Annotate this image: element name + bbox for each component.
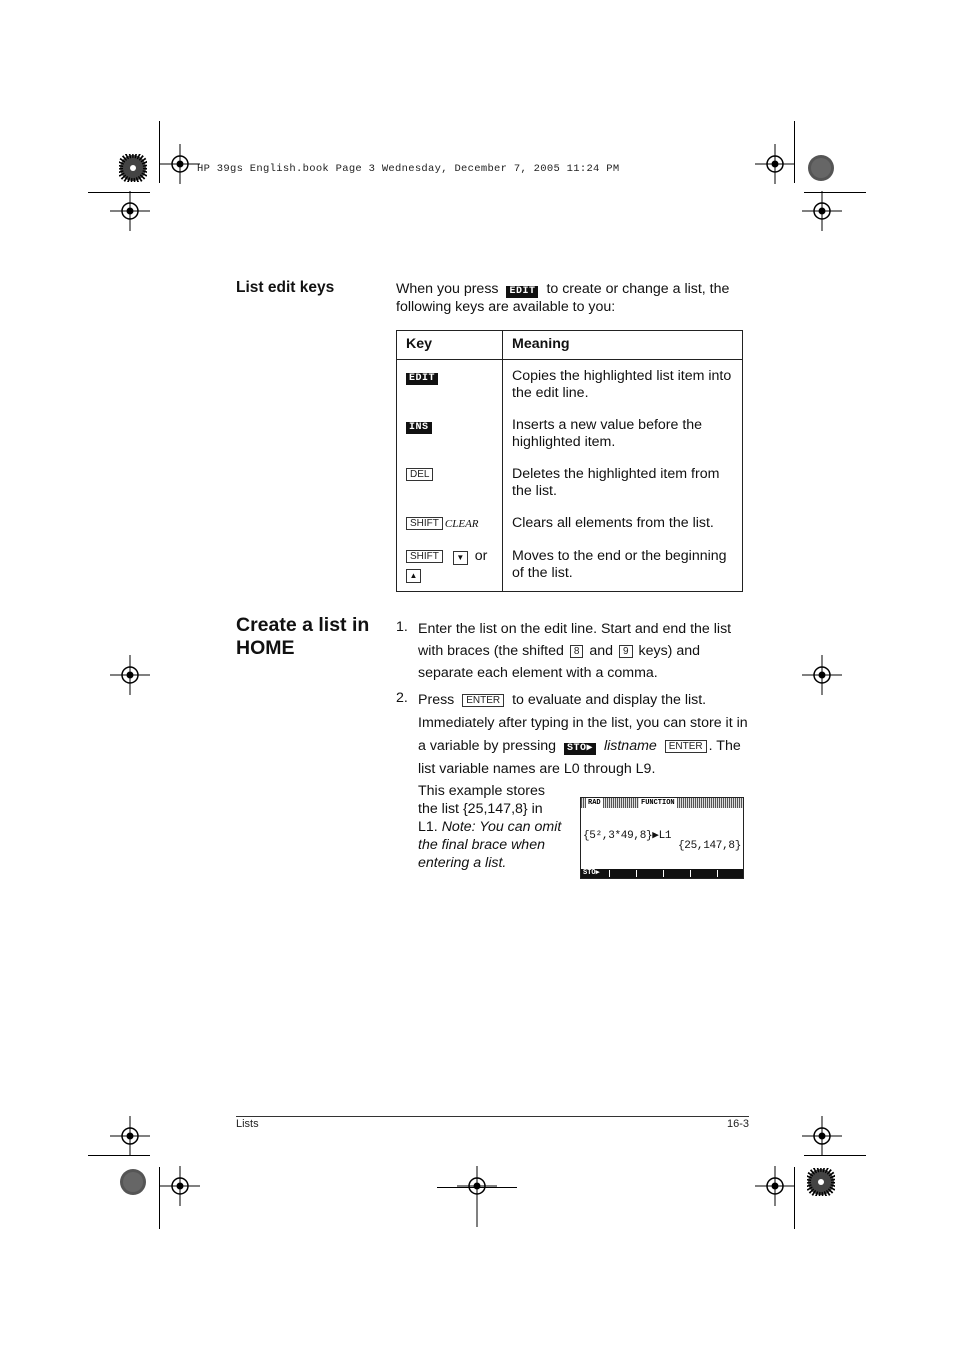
edit-softkey-icon: EDIT [406, 373, 438, 385]
del-key-icon: DEL [406, 468, 433, 481]
menu-divider [663, 870, 664, 877]
step-text: Immediately after typing in the list, you can store it in a variable by pressing [418, 715, 748, 754]
page-number: 16-3 [726, 1118, 749, 1130]
table-row [397, 545, 743, 592]
table-row [397, 512, 743, 545]
step-text: keys) and separate each element with a comma. [418, 643, 701, 681]
registration-mark-icon [160, 144, 200, 184]
step-number: 1. [396, 619, 408, 635]
step-text: Press [418, 692, 455, 708]
screen-menu-bar [581, 869, 743, 878]
example-note: Note: You can omit the final brace when entering a list. [418, 819, 562, 871]
print-header: HP 39gs English.book Page 3 Wednesday, December 7, 2005 11:24 PM [197, 163, 620, 175]
sto-softkey-icon: STO▶ [564, 743, 596, 755]
step-text: and [589, 643, 614, 659]
ins-softkey-icon: INS [406, 422, 432, 434]
table-cell-meaning: Copies the highlighted list item into the edit line. [512, 368, 732, 401]
registration-mark-icon [755, 144, 795, 184]
calculator-screen [580, 797, 744, 879]
registration-mark-icon [802, 191, 842, 231]
step-text: . The list variable names are L0 through L9. [418, 738, 741, 777]
key-9-icon: 9 [619, 645, 633, 658]
mode-indicator: RAD [588, 799, 601, 807]
section-heading: List edit keys [236, 279, 335, 296]
shift-key-icon: SHIFT [406, 550, 443, 563]
section-heading: Create a list in HOME [236, 614, 370, 659]
enter-key-icon: ENTER [665, 740, 707, 753]
enter-key-icon: ENTER [462, 694, 504, 707]
step-1-text [418, 618, 748, 684]
edit-softkey-icon: EDIT [506, 286, 538, 298]
sto-menu-key: STO▶ [583, 869, 600, 877]
registration-mark-icon [110, 1116, 150, 1156]
registration-mark-icon [437, 1187, 517, 1227]
registration-mark-icon [802, 1116, 842, 1156]
registration-mark-icon [802, 655, 842, 695]
intro-text: When you press [396, 281, 499, 297]
column-header-key: Key [397, 331, 503, 360]
table-cell-meaning: Inserts a new value before the highlighted item. [512, 417, 703, 450]
column-header-meaning: Meaning [503, 331, 743, 360]
menu-divider [636, 870, 637, 877]
intro-text: to create or change a list, the following keys are available to you: [396, 281, 730, 315]
clear-label: CLEAR [444, 518, 479, 530]
color-wheel-icon [119, 154, 147, 182]
step-text: to evaluate and display the list. [512, 692, 707, 708]
shift-key-icon: SHIFT [406, 517, 443, 530]
color-wheel-icon [807, 1168, 835, 1196]
step-number: 2. [396, 690, 408, 706]
example-sentence: This example stores the list {25,147,8} in L1. [418, 783, 545, 835]
table-row [397, 463, 743, 512]
table-cell-meaning: Clears all elements from the list. [512, 515, 714, 531]
screen-result-line: {25,147,8} [677, 840, 741, 852]
registration-mark-icon [110, 655, 150, 695]
screen-status-bar [581, 798, 743, 808]
intro-paragraph [396, 280, 746, 316]
menu-divider [690, 870, 691, 877]
or-text: or [474, 548, 488, 564]
step-2-text [418, 689, 750, 781]
table-row [397, 360, 743, 415]
step-text: Enter the list on the edit line. Start and end the list with braces (the shifted [418, 621, 732, 659]
menu-divider [717, 870, 718, 877]
menu-divider [609, 870, 610, 877]
keys-table [396, 330, 743, 592]
registration-mark-icon [755, 1166, 795, 1206]
down-arrow-key-icon: ▼ [453, 551, 468, 565]
up-arrow-key-icon: ▲ [406, 569, 421, 583]
table-cell-meaning: Moves to the end or the beginning of the list. [512, 548, 727, 581]
registration-mark-icon [110, 191, 150, 231]
sto-label: STO [566, 743, 587, 754]
registration-mark-icon [160, 1166, 200, 1206]
color-wheel-icon [119, 1168, 147, 1196]
table-cell-meaning: Deletes the highlighted item from the list. [512, 466, 720, 499]
app-indicator: FUNCTION [641, 799, 675, 807]
table-row [397, 414, 743, 463]
example-text [418, 782, 566, 872]
footer-rule [236, 1116, 749, 1117]
key-8-icon: 8 [570, 645, 584, 658]
color-wheel-icon [807, 154, 835, 182]
footer-chapter: Lists [236, 1118, 259, 1130]
listname-text: listname [603, 738, 657, 754]
table-header-row [397, 331, 743, 360]
screen-input-line: {5²,3*49,8}▶L1 [583, 830, 672, 842]
